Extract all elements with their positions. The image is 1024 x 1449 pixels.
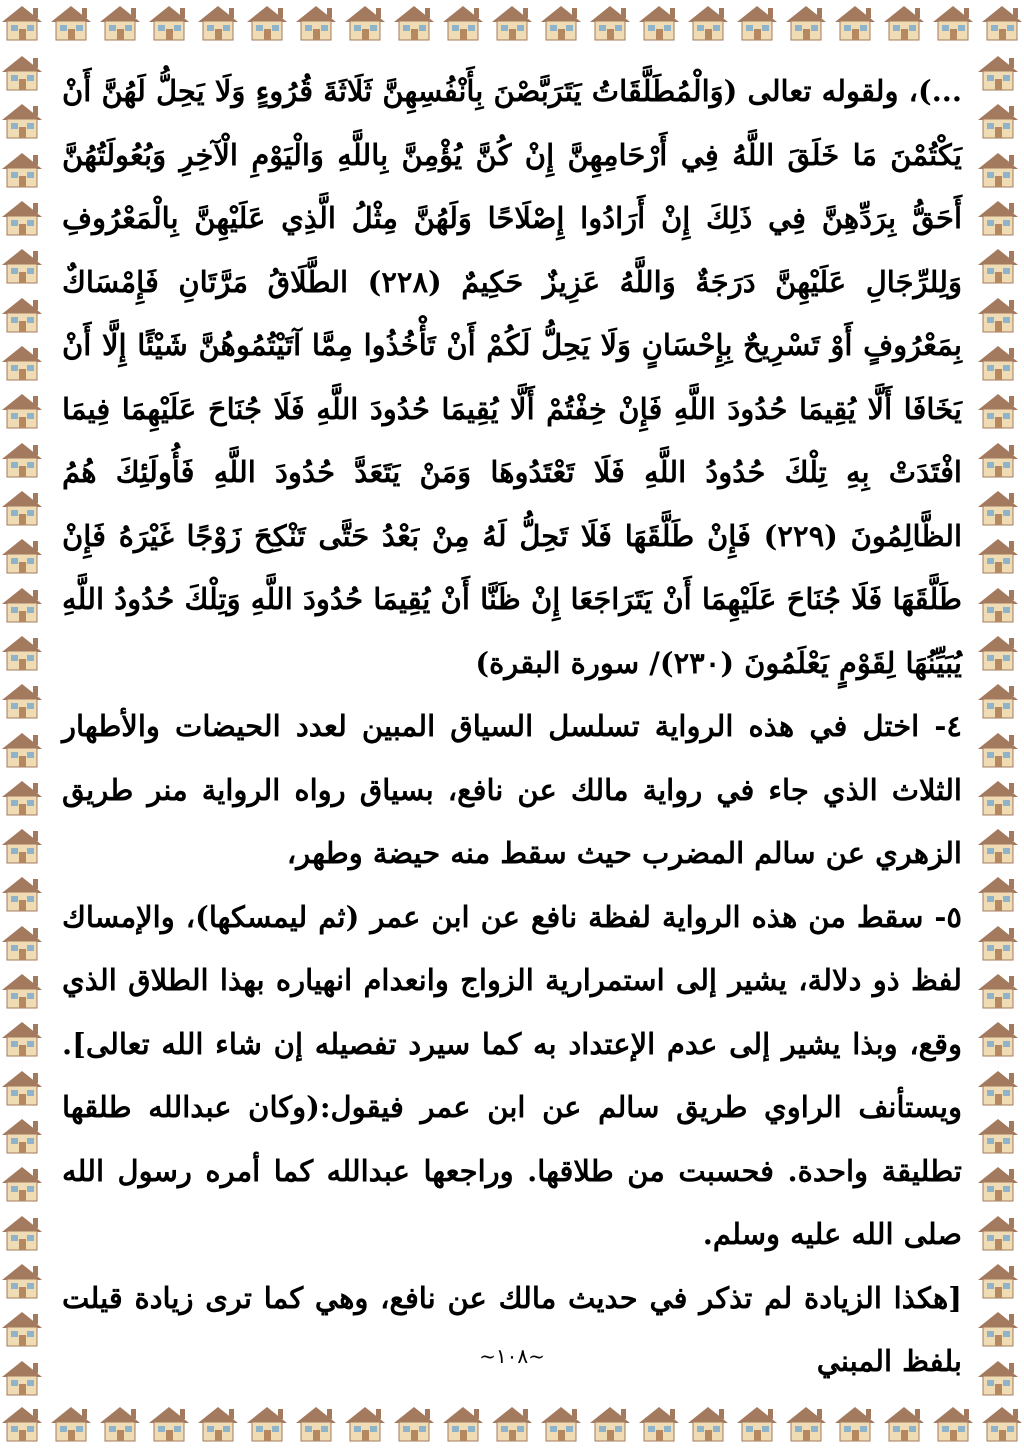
house-icon (976, 823, 1020, 867)
house-icon (0, 920, 44, 964)
house-icon (976, 678, 1020, 722)
house-icon (637, 0, 681, 44)
house-icon (931, 0, 975, 44)
house-icon (976, 1016, 1020, 1060)
house-icon (976, 50, 1020, 94)
house-icon (976, 727, 1020, 771)
house-icon (833, 1401, 877, 1445)
house-icon (0, 1210, 44, 1254)
house-icon (976, 292, 1020, 336)
house-icon (0, 147, 44, 191)
house-icon (0, 195, 44, 239)
house-icon (98, 0, 142, 44)
house-icon (147, 0, 191, 44)
house-icon (0, 775, 44, 819)
house-icon (976, 485, 1020, 529)
continuation-paragraph: [هكذا الزيادة لم تذكر في حديث مالك عن نافع، وهي كما ترى زيادة قيلت بلفظ المبني (62, 1280, 962, 1378)
house-icon (490, 1401, 534, 1445)
house-icon (0, 727, 44, 771)
house-icon (0, 340, 44, 384)
house-icon (976, 775, 1020, 819)
house-icon (0, 98, 44, 142)
house-icon (539, 1401, 583, 1445)
house-icon (976, 243, 1020, 287)
house-icon (976, 630, 1020, 674)
house-icon (392, 1401, 436, 1445)
house-icon (976, 1258, 1020, 1302)
house-icon (539, 0, 583, 44)
border-top (0, 0, 1024, 48)
house-icon (441, 0, 485, 44)
house-icon (976, 582, 1020, 626)
house-icon (833, 0, 877, 44)
house-icon (0, 1016, 44, 1060)
house-icon (98, 1401, 142, 1445)
house-icon (976, 1065, 1020, 1109)
house-icon (735, 1401, 779, 1445)
house-icon (882, 0, 926, 44)
house-icon (0, 485, 44, 529)
house-icon (882, 1401, 926, 1445)
house-icon (0, 1065, 44, 1109)
house-icon (976, 147, 1020, 191)
point-4-paragraph: ٤- اختل في هذه الرواية تسلسل السياق المبين لعدد الحيضات والأطهار الثلاث الذي جاء في رواية مالك عن نافع، بسياق رواه الرواية منر طريق الزهري عن سالم المضرب حيث سقط منه حيضة وطهر، (62, 709, 962, 870)
house-icon (735, 0, 779, 44)
house-icon (976, 340, 1020, 384)
house-icon (294, 1401, 338, 1445)
border-bottom (0, 1401, 1024, 1449)
house-icon (0, 533, 44, 577)
house-icon (49, 0, 93, 44)
house-icon (976, 1210, 1020, 1254)
house-icon (980, 1401, 1024, 1445)
house-icon (0, 823, 44, 867)
house-icon (0, 1258, 44, 1302)
house-icon (686, 0, 730, 44)
house-icon (976, 871, 1020, 915)
house-icon (0, 1401, 44, 1445)
border-right (976, 48, 1024, 1401)
house-icon (0, 292, 44, 336)
house-icon (343, 0, 387, 44)
house-icon (0, 50, 44, 94)
house-icon (0, 968, 44, 1012)
point-5-paragraph: ٥- سقط من هذه الرواية لفظة نافع عن ابن عمر (ثم ليمسكها)، والإمساك لفظ ذو دلالة، يشير إلى استمرارية الزواج وانعدام انهياره بهذا الطلاق الذي وقع، وبذا يشير إلى عدم الإعتداد به كما سيرد تفصيله إن شاء الله تعالى]. ويستأنف الراوي طريق سالم عن ابن عمر فيقول:(وكان عبدالله طلقها تطليقة واحدة. فحسبت من طلاقها. وراجعها عبدالله كما أمره رسول الله صلى الله عليه وسلم. (62, 899, 962, 1251)
house-icon (976, 1113, 1020, 1157)
house-icon (588, 1401, 632, 1445)
house-icon (0, 1113, 44, 1157)
house-icon (931, 1401, 975, 1445)
house-icon (490, 0, 534, 44)
house-icon (588, 0, 632, 44)
house-icon (0, 582, 44, 626)
house-icon (0, 0, 44, 44)
house-icon (784, 0, 828, 44)
house-icon (441, 1401, 485, 1445)
house-icon (0, 437, 44, 481)
house-icon (0, 243, 44, 287)
page-number: ~١٠٨~ (479, 1344, 545, 1368)
house-icon (0, 1161, 44, 1205)
house-icon (392, 0, 436, 44)
house-icon (976, 1161, 1020, 1205)
house-icon (976, 920, 1020, 964)
house-icon (0, 678, 44, 722)
border-left (0, 48, 48, 1401)
house-icon (245, 1401, 289, 1445)
house-icon (196, 1401, 240, 1445)
house-icon (49, 1401, 93, 1445)
house-icon (245, 0, 289, 44)
house-icon (976, 533, 1020, 577)
house-icon (637, 1401, 681, 1445)
house-icon (980, 0, 1024, 44)
quran-quote-paragraph: ...)، ولقوله تعالى (وَالْمُطَلَّقَاتُ يَتَرَبَّصْنَ بِأَنْفُسِهِنَّ ثَلَاثَةَ قُرُوءٍ وَلَا يَحِلُّ لَهُنَّ أَنْ يَكْتُمْنَ مَا خَلَقَ اللَّهُ فِي أَرْحَامِهِنَّ إِنْ كُنَّ يُؤْمِنَّ بِاللَّهِ وَالْيَوْمِ الْآخِرِ وَبُعُولَتُهُنَّ أَحَقُّ بِرَدِّهِنَّ فِي ذَلِكَ إِنْ أَرَادُوا إِصْلَاحًا وَلَهُنَّ مِثْلُ الَّذِي عَلَيْهِنَّ بِالْمَعْرُوفِ وَلِلرِّجَالِ عَلَيْهِنَّ دَرَجَةٌ وَاللَّهُ عَزِيزٌ حَكِيمٌ (٢٢٨) الطَّلَاقُ مَرَّتَانِ فَإِمْسَاكٌ بِمَعْرُوفٍ أَوْ تَسْرِيحٌ بِإِحْسَانٍ وَلَا يَحِلُّ لَكُمْ أَنْ تَأْخُذُوا مِمَّا آتَيْتُمُوهُنَّ شَيْئًا إِلَّا أَنْ يَخَافَا أَلَّا يُقِيمَا حُدُودَ اللَّهِ فَإِنْ خِفْتُمْ أَلَّا يُقِيمَا حُدُودَ اللَّهِ فَلَا جُنَاحَ عَلَيْهِمَا فِيمَا افْتَدَتْ بِهِ تِلْكَ حُدُودُ اللَّهِ فَلَا تَعْتَدُوهَا وَمَنْ يَتَعَدَّ حُدُودَ اللَّهِ فَأُولَئِكَ هُمُ الظَّالِمُونَ (٢٢٩) فَإِنْ طَلَّقَهَا فَلَا تَحِلُّ لَهُ مِنْ بَعْدُ حَتَّى تَنْكِحَ زَوْجًا غَيْرَهُ فَإِنْ طَلَّقَهَا فَلَا جُنَاحَ عَلَيْهِمَا أَنْ يَتَرَاجَعَا إِنْ ظَنَّا أَنْ يُقِيمَا حُدُودَ اللَّهِ وَتِلْكَ حُدُودُ اللَّهِ يُبَيِّنُهَا لِقَوْمٍ يَعْلَمُونَ (٢٣٠)/ سورة البقرة) (62, 74, 962, 680)
house-icon (976, 968, 1020, 1012)
house-icon (0, 630, 44, 674)
house-icon (0, 388, 44, 432)
page-body (62, 60, 962, 1378)
house-icon (784, 1401, 828, 1445)
house-icon (976, 195, 1020, 239)
house-icon (147, 1401, 191, 1445)
house-icon (976, 98, 1020, 142)
house-icon (976, 388, 1020, 432)
house-icon (343, 1401, 387, 1445)
house-icon (294, 0, 338, 44)
house-icon (0, 871, 44, 915)
house-icon (686, 1401, 730, 1445)
house-icon (976, 437, 1020, 481)
house-icon (196, 0, 240, 44)
